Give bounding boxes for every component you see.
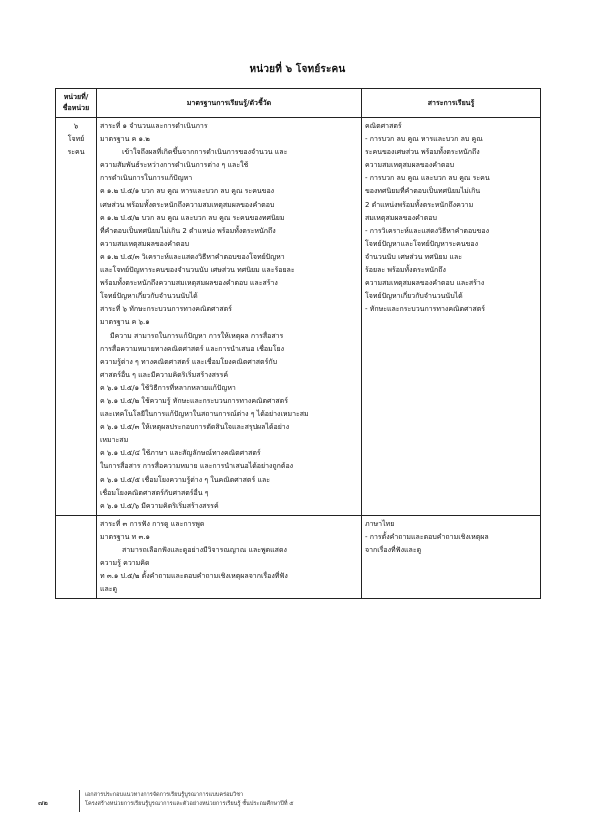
standard-text: การสื่อความหมายทางคณิตศาสตร์ และการนำเสนอ เชื่อมโยง [100,344,285,353]
indicator-text: และเทคโนโลยีในการแก้ปัญหาในสถานการณ์ต่าง ๆ ได้อย่างเหมาะสม [100,410,309,419]
indicator-text: ในการสื่อสาร การสื่อความหมาย และการนำเสนอได้อย่างถูกต้อง [100,462,294,471]
strand-heading: สาระที่ ๖ ทักษะกระบวนการทางคณิตศาสตร์ [100,305,232,314]
footer-line: เอกสารประกอบแนวทางการจัดการเรียนรู้บูรณาการแบบคร่อมวิชา [85,792,244,798]
header-standards [97,89,362,118]
indicator-text: พร้อมทั้งตระหนักถึงความสมเหตุสมผลของคำตอบ และสร้าง [100,279,278,288]
indicator-text: เชื่อมโยงคณิตศาสตร์กับศาสตร์อื่น ๆ [100,488,209,497]
content-text: จำนวนนับ เศษส่วน ทศนิยม และ [365,252,462,261]
page-number: ๗๒ [38,799,48,807]
unit-cell [56,515,97,599]
content-text: - ทักษะและกระบวนการทางคณิตศาสตร์ [365,305,486,314]
indicator-text: ค ๑.๒ ป.๕/๓ วิเคราะห์และแสดงวิธีหาคำตอบของโจทย์ปัญหา [100,252,285,261]
content-text: - การวิเคราะห์และแสดงวิธีหาคำตอบของ [365,226,490,235]
header-content [362,89,541,118]
indicator-text: ค ๑.๒ ป.๕/๒ บวก ลบ คูณ และบวก ลบ คูณ ระคนของทศนิยม [100,213,285,222]
content-text: - การบวก ลบ คูณ และบวก ลบ คูณ ระคน [365,174,490,183]
content-text: โจทย์ปัญหาและโจทย์ปัญหาระคนของ [365,239,479,248]
indicator-text: ความสมเหตุสมผลของคำตอบ [100,239,190,248]
indicator-text: ค ๑.๒ ป.๕/๑ บวก ลบ คูณ หารและบวก ลบ คูณ ระคนของ [100,187,275,196]
indicator-text: และโจทย์ปัญหาระคนของจำนวนนับ เศษส่วน ทศนิยม และร้อยละ [100,266,295,275]
standard-text: ความรู้ต่าง ๆ ทางคณิตศาสตร์ และเชื่อมโยงคณิตศาสตร์กับ [100,357,278,366]
curriculum-table [55,88,541,599]
page-title: หน่วยที่ ๖ โจทย์ระคน [249,64,346,75]
standard-text: ความสัมพันธ์ระหว่างการดำเนินการต่าง ๆ และใช้ [100,161,249,170]
table-header-row [56,89,541,118]
content-text: จากเรื่องที่ฟังและดู [365,546,422,554]
indicator-text: ท ๓.๑ ป.๕/๒ ตั้งคำถามและตอบคำถามเชิงเหตุผลจากเรื่องที่ฟัง [100,572,288,581]
subject-heading: คณิตศาสตร์ [365,122,402,130]
indicator-text: เหมาะสม [100,436,129,445]
indicator-text: เศษส่วน พร้อมทั้งตระหนักถึงความสมเหตุสมผลของคำตอบ [100,200,275,209]
content-cell [362,118,541,516]
unit-name-line: โจทย์ [67,135,85,144]
indicator-text: โจทย์ปัญหาเกี่ยวกับจำนวนนับได้ [100,292,198,301]
header-content-label: สาระการเรียนรู้ [427,98,475,107]
content-text: - การตั้งคำถามและตอบคำถามเชิงเหตุผล [365,532,489,541]
indicator-text: ที่คำตอบเป็นทศนิยมไม่เกิน 2 ตำแหน่ง พร้อมทั้งตระหนักถึง [100,226,276,235]
content-text: - การบวก ลบ คูณ หารและบวก ลบ คูณ [365,135,483,144]
content-text: 2 ตำแหน่งพร้อมทั้งตระหนักถึงความ [365,200,474,209]
content-text: ระคนของเศษส่วน พร้อมทั้งตระหนักถึง [365,148,480,157]
indicator-text: ค ๖.๑ ป.๕/๒ ใช้ความรู้ ทักษะและกระบวนการทางคณิตศาสตร์ [100,396,288,405]
strand-heading: สาระที่ ๑ จำนวนและการดำเนินการ [100,122,208,130]
standards-cell [97,118,362,516]
standard-text: เข้าใจถึงผลที่เกิดขึ้นจากการดำเนินการของจำนวน และ [122,148,288,157]
content-text: ร้อยละ พร้อมทั้งตระหนักถึง [365,266,446,275]
unit-number: ๖ [73,122,79,130]
indicator-text: ค ๖.๑ ป.๕/๑ ใช้วิธีการที่หลากหลายแก้ปัญหา [100,383,236,392]
standard-text: มีความ สามารถในการแก้ปัญหา การให้เหตุผล การสื่อสาร [110,331,284,340]
content-text: ของทศนิยมที่คำตอบเป็นทศนิยมไม่เกิน [365,187,481,196]
table-row [56,515,541,599]
footer-caption [85,791,294,809]
footer-divider [79,790,80,812]
unit-name-line: ระคน [67,148,85,157]
standard-code: มาตรฐาน ค ๖.๑ [100,318,150,327]
table-row [56,118,541,516]
indicator-text: ค ๖.๑ ป.๕/๔ ใช้ภาษา และสัญลักษณ์ทางคณิตศาสตร์ [100,449,261,458]
indicator-text: ค ๖.๑ ป.๕/๖ มีความคิดริเริ่มสร้างสรรค์ [100,501,219,510]
indicator-text: ค ๖.๑ ป.๕/๓ ให้เหตุผลประกอบการตัดสินใจและสรุปผลได้อย่าง [100,423,290,432]
header-unit-label: หน่วยที่/ ชื่อหน่วย [62,93,90,112]
standard-code: มาตรฐาน ค ๑.๒ [100,135,150,144]
standard-text: ศาสตร์อื่น ๆ และมีความคิดริเริ่มสร้างสรรค์ [100,370,229,379]
subject-heading: ภาษาไทย [365,519,395,528]
header-standards-label: มาตรฐานการเรียนรู้/ตัวชี้วัด [186,98,272,107]
content-cell [362,515,541,599]
indicator-text: ค ๖.๑ ป.๕/๕ เชื่อมโยงความรู้ต่าง ๆ ในคณิตศาสตร์ และ [100,475,271,484]
standard-code: มาตรฐาน ท ๓.๑ [100,532,150,541]
content-text: ความสมเหตุสมผลของคำตอบ [365,161,455,170]
content-text: สมเหตุสมผลของคำตอบ [365,213,437,222]
indicator-text: และดู [100,585,118,594]
standard-text: การดำเนินการในการแก้ปัญหา [100,174,193,183]
standards-cell [97,515,362,599]
strand-heading: สาระที่ ๓ การฟัง การดู และการพูด [100,519,205,528]
standard-text: สามารถเลือกฟังและดูอย่างมีวิจารณญาณ และพูดแสดง [122,546,287,554]
unit-cell [56,118,97,516]
header-unit [56,89,97,118]
content-text: ความสมเหตุสมผลของคำตอบ และสร้าง [365,279,485,288]
content-text: โจทย์ปัญหาเกี่ยวกับจำนวนนับได้ [365,292,463,301]
footer-line: โครงสร้างหน่วยการเรียนรู้บูรณาการและตัวอย่างหน่วยการเรียนรู้ ชั้นประถมศึกษาปีที่ ๕ [85,801,294,807]
standard-text: ความรู้ ความคิด [100,559,150,568]
